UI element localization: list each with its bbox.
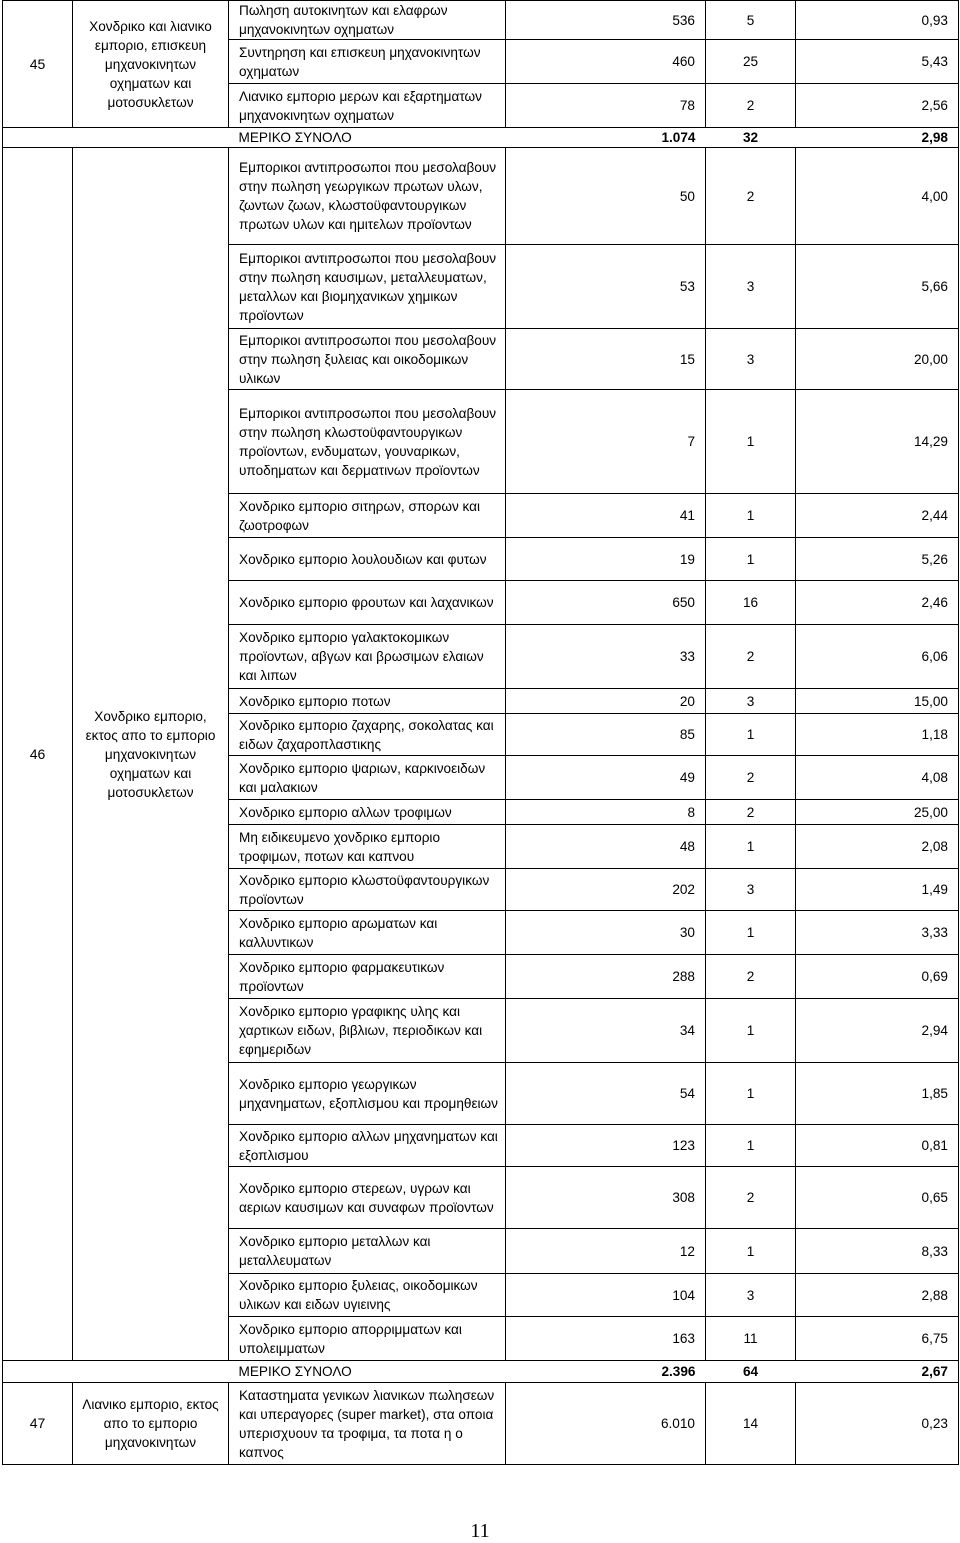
value-count: 14 — [706, 1383, 796, 1465]
value-percent: 0,69 — [796, 955, 959, 999]
value-count: 1 — [706, 390, 796, 494]
table-row — [3, 1383, 959, 1465]
value-count: 1 — [706, 911, 796, 955]
value-percent: 0,93 — [796, 1, 959, 40]
value-count: 3 — [706, 245, 796, 329]
value-count: 3 — [706, 869, 796, 911]
value-count: 1 — [706, 494, 796, 538]
subtotal-label: ΜΕΡΙΚΟ ΣΥΝΟΛΟ — [229, 128, 506, 148]
value-count: 1 — [706, 1125, 796, 1167]
activity-description: Χονδρικο εμποριο φρουτων και λαχανικων — [229, 581, 506, 625]
value-count: 16 — [706, 581, 796, 625]
sector-code: 47 — [3, 1383, 73, 1465]
value-percent: 2,56 — [796, 84, 959, 128]
value-percent: 0,65 — [796, 1167, 959, 1229]
activity-description: Χονδρικο εμποριο ζαχαρης, σοκολατας και ειδων ζαχαροπλαστικης — [229, 714, 506, 756]
value-count: 3 — [706, 329, 796, 390]
value-total: 163 — [506, 1317, 706, 1361]
sector-code: 46 — [3, 148, 73, 1361]
value-percent: 8,33 — [796, 1229, 959, 1274]
value-total: 460 — [506, 40, 706, 84]
value-percent: 6,06 — [796, 625, 959, 689]
value-count: 1 — [706, 999, 796, 1063]
value-count: 1 — [706, 538, 796, 581]
value-total: 308 — [506, 1167, 706, 1229]
value-percent: 20,00 — [796, 329, 959, 390]
value-total: 123 — [506, 1125, 706, 1167]
value-total: 19 — [506, 538, 706, 581]
value-total: 20 — [506, 689, 706, 714]
value-count: 2 — [706, 84, 796, 128]
value-total: 49 — [506, 756, 706, 800]
value-total: 53 — [506, 245, 706, 329]
activity-description: Λιανικο εμποριο μερων και εξαρτηματων μηχανοκινητων οχηματων — [229, 84, 506, 128]
value-count: 11 — [706, 1317, 796, 1361]
value-total: 288 — [506, 955, 706, 999]
activity-description: Χονδρικο εμποριο γραφικης υλης και χαρτικων ειδων, βιβλιων, περιοδικων και εφημεριδων — [229, 999, 506, 1063]
activity-description: Εμπορικοι αντιπροσωποι που μεσολαβουν στην πωληση ξυλειας και οικοδομικων υλικων — [229, 329, 506, 390]
activity-description: Χονδρικο εμποριο σιτηρων, σπορων και ζωοτροφων — [229, 494, 506, 538]
activity-description: Μη ειδικευμενο χονδρικο εμποριο τροφιμων, ποτων και καπνου — [229, 825, 506, 869]
subtotal-percent: 2,67 — [796, 1361, 959, 1383]
value-count: 5 — [706, 1, 796, 40]
value-percent: 5,66 — [796, 245, 959, 329]
value-percent: 5,26 — [796, 538, 959, 581]
value-total: 54 — [506, 1063, 706, 1125]
value-percent: 0,23 — [796, 1383, 959, 1465]
subtotal-spacer — [3, 1361, 229, 1383]
sector-code: 45 — [3, 1, 73, 128]
activity-description: Χονδρικο εμποριο κλωστοϋφαντουργικων προϊοντων — [229, 869, 506, 911]
activity-description: Χονδρικο εμποριο λουλουδιων και φυτων — [229, 538, 506, 581]
value-percent: 1,85 — [796, 1063, 959, 1125]
value-total: 34 — [506, 999, 706, 1063]
activity-description: Πωληση αυτοκινητων και ελαφρων μηχανοκινητων οχηματων — [229, 1, 506, 40]
activity-description: Εμπορικοι αντιπροσωποι που μεσολαβουν στην πωληση κλωστοϋφαντουργικων προϊοντων, ενδυματων, γουναρικων, υποδηματων και δερματινων προϊοντων — [229, 390, 506, 494]
activity-description: Χονδρικο εμποριο αλλων τροφιμων — [229, 800, 506, 825]
value-total: 48 — [506, 825, 706, 869]
subtotal-count: 64 — [706, 1361, 796, 1383]
value-total: 30 — [506, 911, 706, 955]
value-total: 6.010 — [506, 1383, 706, 1465]
activity-description: Χονδρικο εμποριο αλλων μηχανηματων και εξοπλισμου — [229, 1125, 506, 1167]
value-count: 2 — [706, 625, 796, 689]
value-count: 2 — [706, 800, 796, 825]
value-total: 15 — [506, 329, 706, 390]
value-count: 1 — [706, 1229, 796, 1274]
activity-description: Χονδρικο εμποριο ψαριων, καρκινοειδων και μαλακιων — [229, 756, 506, 800]
value-percent: 3,33 — [796, 911, 959, 955]
value-count: 3 — [706, 689, 796, 714]
value-total: 85 — [506, 714, 706, 756]
value-percent: 2,88 — [796, 1274, 959, 1317]
activity-description: Εμπορικοι αντιπροσωποι που μεσολαβουν στην πωληση γεωργικων πρωτων υλων, ζωντων ζωων, κλωστοϋφαντουργικων πρωτων υλων και ημιτελων προϊοντων — [229, 148, 506, 245]
value-percent: 15,00 — [796, 689, 959, 714]
subtotal-percent: 2,98 — [796, 128, 959, 148]
sector-name: Χονδρικο εμποριο, εκτος απο το εμποριο μηχανοκινητων οχηματων και μοτοσυκλετων — [73, 148, 229, 1361]
value-count: 2 — [706, 1167, 796, 1229]
value-count: 3 — [706, 1274, 796, 1317]
subtotal-row — [3, 1361, 959, 1383]
activity-description: Εμπορικοι αντιπροσωποι που μεσολαβουν στην πωληση καυσιμων, μεταλλευματων, μεταλλων και βιομηχανικων χημικων προϊοντων — [229, 245, 506, 329]
activity-description: Χονδρικο εμποριο ποτων — [229, 689, 506, 714]
value-count: 1 — [706, 825, 796, 869]
value-count: 2 — [706, 756, 796, 800]
value-total: 202 — [506, 869, 706, 911]
value-count: 2 — [706, 148, 796, 245]
table-row — [3, 1, 959, 40]
value-percent: 4,08 — [796, 756, 959, 800]
page-number: 11 — [470, 1520, 490, 1542]
value-percent: 5,43 — [796, 40, 959, 84]
value-percent: 1,18 — [796, 714, 959, 756]
value-total: 12 — [506, 1229, 706, 1274]
statistics-table — [2, 0, 959, 1465]
value-percent: 6,75 — [796, 1317, 959, 1361]
subtotal-total: 2.396 — [506, 1361, 706, 1383]
subtotal-row — [3, 128, 959, 148]
value-percent: 25,00 — [796, 800, 959, 825]
value-percent: 0,81 — [796, 1125, 959, 1167]
value-count: 2 — [706, 955, 796, 999]
value-total: 104 — [506, 1274, 706, 1317]
activity-description: Χονδρικο εμποριο απορριμματων και υπολειμματων — [229, 1317, 506, 1361]
value-total: 8 — [506, 800, 706, 825]
value-total: 7 — [506, 390, 706, 494]
value-percent: 14,29 — [796, 390, 959, 494]
value-percent: 2,08 — [796, 825, 959, 869]
value-percent: 2,44 — [796, 494, 959, 538]
value-total: 536 — [506, 1, 706, 40]
value-count: 25 — [706, 40, 796, 84]
sector-name: Λιανικο εμποριο, εκτος απο το εμποριο μηχανοκινητων — [73, 1383, 229, 1465]
subtotal-label: ΜΕΡΙΚΟ ΣΥΝΟΛΟ — [229, 1361, 506, 1383]
value-percent: 2,46 — [796, 581, 959, 625]
activity-description: Χονδρικο εμποριο φαρμακευτικων προϊοντων — [229, 955, 506, 999]
value-total: 50 — [506, 148, 706, 245]
activity-description: Καταστηματα γενικων λιανικων πωλησεων και υπεραγορες (super market), στα οποια υπερισχυουν τα τροφιμα, τα ποτα η ο καπνος — [229, 1383, 506, 1465]
activity-description: Χονδρικο εμποριο γαλακτοκομικων προϊοντων, αβγων και βρωσιμων ελαιων και λιπων — [229, 625, 506, 689]
value-count: 1 — [706, 1063, 796, 1125]
value-total: 78 — [506, 84, 706, 128]
table-row — [3, 148, 959, 245]
value-percent: 4,00 — [796, 148, 959, 245]
subtotal-count: 32 — [706, 128, 796, 148]
value-total: 650 — [506, 581, 706, 625]
value-total: 33 — [506, 625, 706, 689]
value-percent: 1,49 — [796, 869, 959, 911]
activity-description: Χονδρικο εμποριο στερεων, υγρων και αεριων καυσιμων και συναφων προϊοντων — [229, 1167, 506, 1229]
activity-description: Συντηρηση και επισκευη μηχανοκινητων οχηματων — [229, 40, 506, 84]
subtotal-total: 1.074 — [506, 128, 706, 148]
sector-name: Χονδρικο και λιανικο εμποριο, επισκευη μηχανοκινητων οχηματων και μοτοσυκλετων — [73, 1, 229, 128]
value-count: 1 — [706, 714, 796, 756]
activity-description: Χονδρικο εμποριο ξυλειας, οικοδομικων υλικων και ειδων υγιεινης — [229, 1274, 506, 1317]
activity-description: Χονδρικο εμποριο μεταλλων και μεταλλευματων — [229, 1229, 506, 1274]
activity-description: Χονδρικο εμποριο αρωματων και καλλυντικων — [229, 911, 506, 955]
value-percent: 2,94 — [796, 999, 959, 1063]
value-total: 41 — [506, 494, 706, 538]
activity-description: Χονδρικο εμποριο γεωργικων μηχανηματων, εξοπλισμου και προμηθειων — [229, 1063, 506, 1125]
subtotal-spacer — [3, 128, 229, 148]
